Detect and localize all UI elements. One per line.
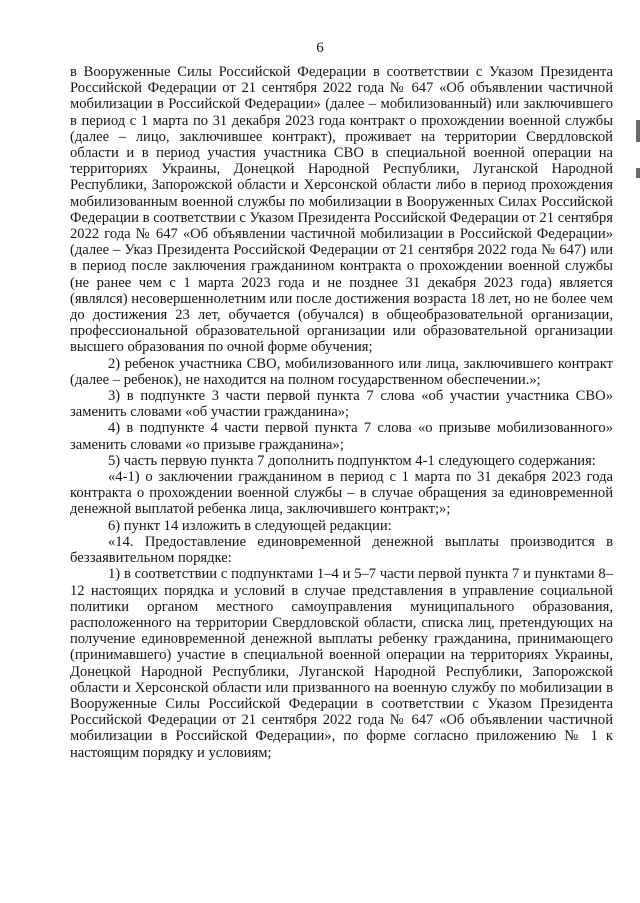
paragraph-point-14: «14. Предоставление единовременной денежной выплаты производится в беззаявительном порядке: [70,533,613,567]
paragraph-continuation: в Вооруженные Силы Российской Федерации в соответствии с Указом Президента Российской Федерации от 21 сентября 2022 года № 647 «Об объявлении частичной мобилизации в Российской Федерации» (далее – мобилизованный) или заключившего в период с 1 марта по 31 декабря 2023 года контракт о прохождении военной службы (далее – лицо, заключившее контракт), проживает на территории Свердловской области и в период участия участника СВО в специальной военной операции на территориях Украины, Донецкой Народной Республики, Луганской Народной Республики, Запорожской области и Херсонской области либо в период прохождения мобилизованным военной службы по мобилизации в Вооруженных Силах Российской Федерации в соответствии с Указом Президента Российской Федерации от 21 сентября 2022 года № 647 «Об объявлении частичной мобилизации в Российской Федерации» (далее – Указ Президента Российской Федерации от 21 сентября 2022 года № 647) или в период после заключения гражданином контракта о прохождении военной службы (не ранее чем с 1 марта 2023 года и не позднее 31 декабря 2023 года) является (являлся) несовершеннолетним или после достижения возраста 18 лет, но не более чем до достижения 23 лет, обучается (обучался) в общеобразовательной организации, профессиональной образовательной организации или образовательной организации высшего образования по очной форме обучения; [70,64,613,356]
scan-edge-mark [636,168,640,178]
paragraph-point-14-item-1: 1) в соответствии с подпунктами 1–4 и 5–7 части первой пункта 7 и пунктами 8–12 настоящих порядка и условий в случае представления в управление социальной политики органом местного самоуправления муниципального образования, расположенного на территории Свердловской области, списка лиц, претендующих на получение единовременной денежной выплаты ребенку гражданина, принимающего (принимавшего) участие в специальной военной операции на территориях Украины, Донецкой Народной Республики, Луганской Народной Республики, Запорожской области и Херсонской области или призванного на военную службу по мобилизации в Вооруженные Силы Российской Федерации в соответствии с Указом Президента Российской Федерации от 21 сентября 2022 года № 647 «Об объявлении частичной мобилизации в Российской Федерации», по форме согласно приложению № 1 к настоящим порядку и условиям; [70,566,613,761]
paragraph-subitem-4-1: «4-1) о заключении гражданином в период с 1 марта по 31 декабря 2023 года контракта о прохождении военной службы – в случае обращения за единовременной денежной выплатой ребенка лица, заключившего контракт;»; [70,469,613,518]
paragraph-amendment-6: 6) пункт 14 изложить в следующей редакции: [108,517,392,534]
paragraph-item-2: 2) ребенок участника СВО, мобилизованного или лица, заключившего контракт (далее – ребенок), не находится на полном государственном обеспечении.»; [70,355,613,388]
paragraph-amendment-3: 3) в подпункте 3 части первой пункта 7 слова «об участии участника СВО» заменить словами «об участии гражданина»; [70,388,613,421]
document-body [70,64,613,761]
paragraph-amendment-4: 4) в подпункте 4 части первой пункта 7 слова «о призыве мобилизованного» заменить словами «о призыве гражданина»; [70,420,613,453]
paragraph-amendment-5: 5) часть первую пункта 7 дополнить подпунктом 4-1 следующего содержания: [108,452,596,469]
scan-edge-mark [636,120,640,142]
page-number: 6 [316,40,324,56]
